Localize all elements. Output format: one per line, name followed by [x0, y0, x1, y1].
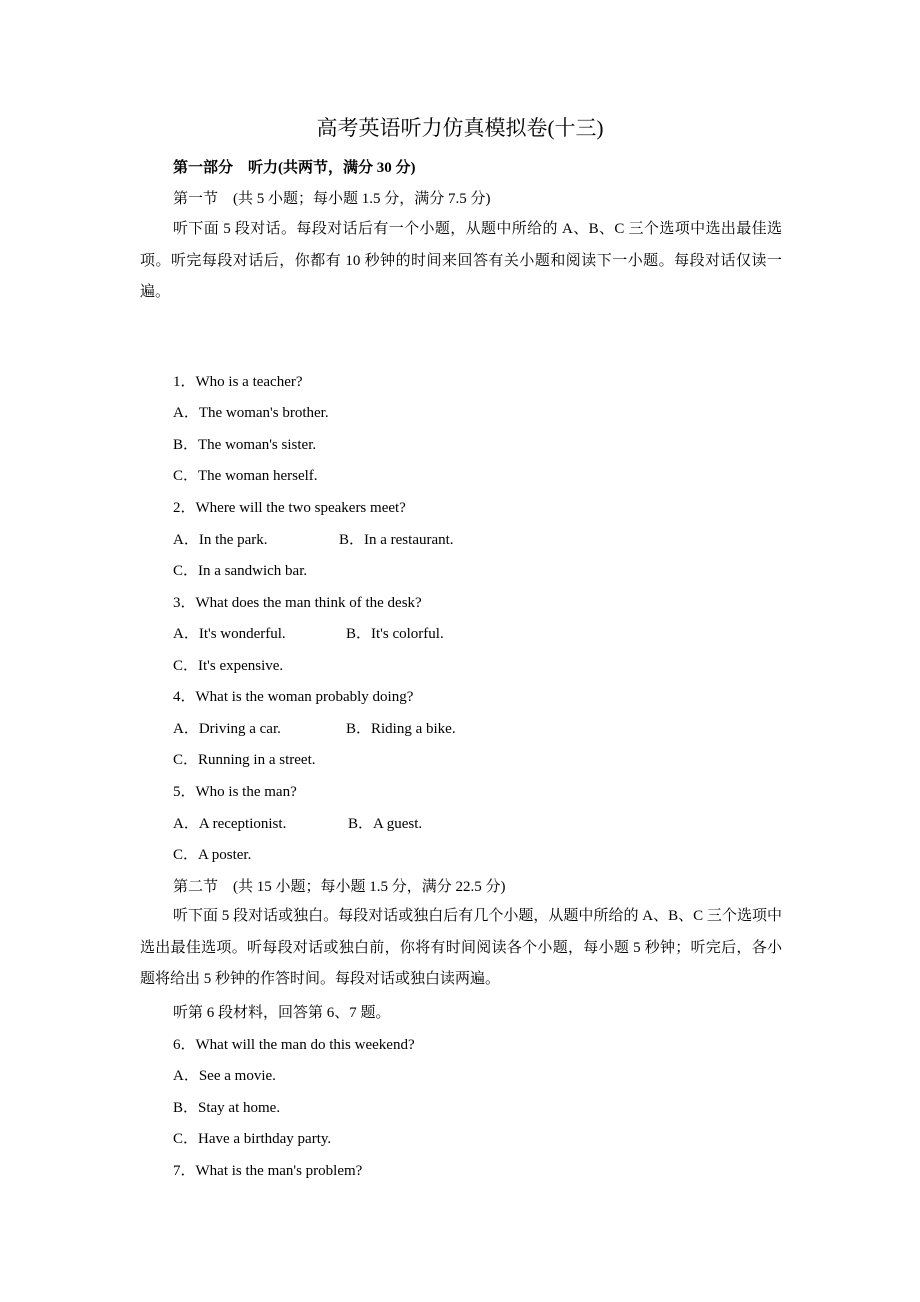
material-note: 听第 6 段材料，回答第 6、7 题。 [173, 1005, 391, 1021]
q1-option-b: B．The woman's sister. [173, 437, 317, 453]
q5-option-c: C．A poster. [173, 847, 252, 863]
question-1: 1．Who is a teacher? [173, 374, 303, 390]
question-7: 7．What is the man's problem? [173, 1163, 363, 1179]
q3-option-a: A．It's wonderful. [173, 626, 286, 642]
q6-option-c: C．Have a birthday party. [173, 1131, 332, 1147]
q4-option-c: C．Running in a street. [173, 752, 316, 768]
page-title: 高考英语听力仿真模拟卷(十三) [316, 116, 604, 140]
q2-option-a: A．In the park. [173, 532, 268, 548]
section2-instructions: 听下面 5 段对话或独白。每段对话或独白后有几个小题，从题中所给的 A、B、C 三个选项中选出最佳选项。听每段对话或独白前，你将有时间阅读各个小题，每小题 5 秒钟；听完后，各小题将给出 5 秒钟的作答时间。每段对话或独白读两遍。 [140, 908, 782, 988]
q4-option-b: B．Riding a bike. [346, 721, 456, 737]
section1-heading: 第一节 (共 5 小题；每小题 1.5 分，满分 7.5 分) [173, 191, 491, 207]
q3-option-c: C．It's expensive. [173, 658, 284, 674]
q6-option-b: B．Stay at home. [173, 1100, 281, 1116]
q2-option-c: C．In a sandwich bar. [173, 563, 308, 579]
q4-option-a: A．Driving a car. [173, 721, 281, 737]
q2-option-b: B．In a restaurant. [339, 532, 454, 548]
question-5: 5．Who is the man? [173, 784, 297, 800]
q1-option-a: A．The woman's brother. [173, 405, 329, 421]
section1-instructions: 听下面 5 段对话。每段对话后有一个小题，从题中所给的 A、B、C 三个选项中选出最佳选项。听完每段对话后，你都有 10 秒钟的时间来回答有关小题和阅读下一小题。每段对话仅读一遍。 [140, 221, 782, 301]
q5-option-a: A．A receptionist. [173, 816, 287, 832]
part1-heading: 第一部分 听力(共两节，满分 30 分) [173, 160, 416, 176]
q3-option-b: B．It's colorful. [346, 626, 444, 642]
question-2: 2．Where will the two speakers meet? [173, 500, 406, 516]
q1-option-c: C．The woman herself. [173, 468, 318, 484]
section2-heading: 第二节 (共 15 小题；每小题 1.5 分，满分 22.5 分) [173, 879, 506, 895]
question-6: 6．What will the man do this weekend? [173, 1037, 415, 1053]
q5-option-b: B．A guest. [348, 816, 423, 832]
question-3: 3．What does the man think of the desk? [173, 595, 422, 611]
question-4: 4．What is the woman probably doing? [173, 689, 414, 705]
q6-option-a: A．See a movie. [173, 1068, 276, 1084]
